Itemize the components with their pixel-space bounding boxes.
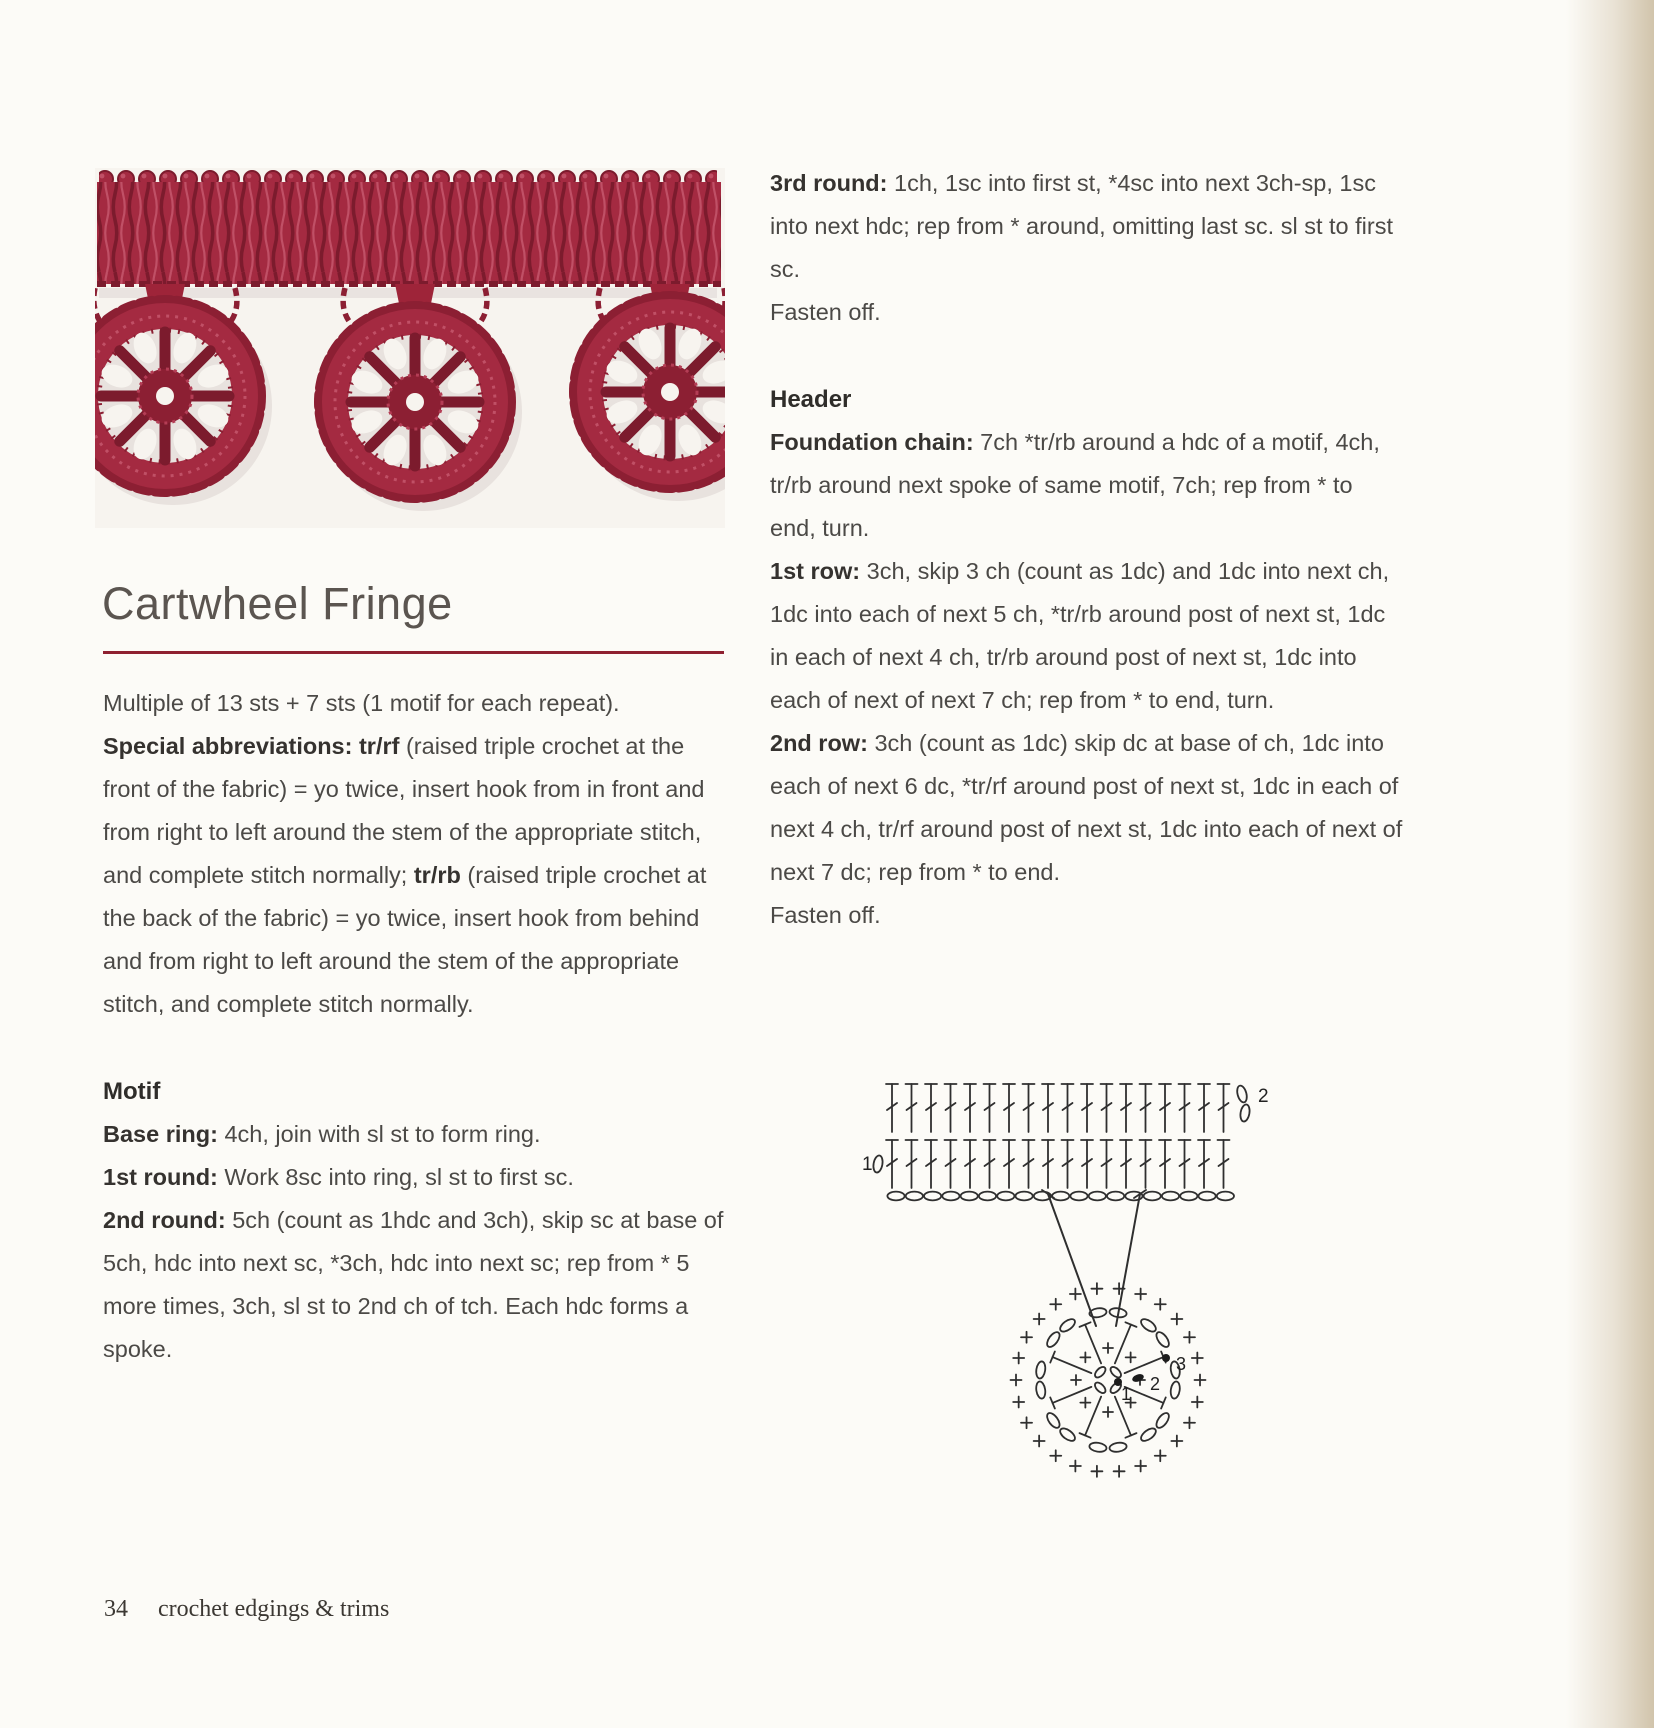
abbr-term-2: tr/rb [413,862,461,888]
title-rule [103,651,724,654]
book-title: crochet edgings & trims [158,1596,390,1622]
motif-step-round-1: 1st round: Work 8sc into ring, sl st to first sc. [103,1164,574,1190]
intro-paragraph: Multiple of 13 sts + 7 sts (1 motif for each repeat). [103,690,620,716]
motif-step-base-ring: Base ring: 4ch, join with sl st to form ring. [103,1121,541,1147]
diagram-motif-round3-number: 3 [1176,1354,1187,1374]
header-foundation-chain: Foundation chain: 7ch *tr/rb around a hdc of a motif, 4ch, tr/rb around next spoke of same motif, 7ch; rep from * to end, turn. [770,429,1380,541]
page-number: 34 [104,1596,128,1622]
left-column [103,682,737,1371]
diagram-motif-round2-number: 2 [1150,1374,1161,1394]
header-row-2: 2nd row: 3ch (count as 1dc) skip dc at base of ch, 1dc into each of next 6 dc, *tr/rf around post of next st, 1dc in each of next 4 ch, tr/rf around post of next st, 1dc into each of next of next 7 dc; rep from * to end. [770,730,1403,885]
pattern-title: Cartwheel Fringe [102,578,453,629]
special-abbreviations [103,725,737,1026]
right-column [770,162,1404,937]
fasten-off-header: Fasten off. [770,902,881,928]
diagram-row1-number: 1 [862,1154,873,1175]
motif-step-round-3: 3rd round: 1ch, 1sc into first st, *4sc into next 3ch-sp, 1sc into next hdc; rep from * around, omitting last sc. sl st to first sc. [770,170,1394,282]
diagram-motif-round1-number: 1 [1121,1384,1132,1404]
header-heading: Header [770,386,852,413]
motif-heading: Motif [103,1078,161,1105]
crochet-band [97,182,721,284]
swatch-image [95,168,725,528]
page-footer [104,1596,389,1623]
stitch-diagram-svg [858,1068,1338,1548]
page-edge-shading [1566,0,1654,1728]
diagram-row2-number: 2 [1258,1086,1269,1107]
swatch-photo [95,168,725,528]
motif-step-round-2: 2nd round: 5ch (count as 1hdc and 3ch), skip sc at base of 5ch, hdc into next sc, *3ch, hdc into next sc; rep from * 5 more times, 3ch, sl st to 2nd ch of tch. Each hdc forms a spoke. [103,1207,724,1362]
header-row-1: 1st row: 3ch, skip 3 ch (count as 1dc) and 1dc into next ch, 1dc into each of next 5 ch, *tr/rb around post of next st, 1dc in each of next 4 ch, tr/rb around post of next st, 1dc into each of next of next 7 ch; rep from * to end, turn. [770,558,1390,713]
abbr-label: Special abbreviations: tr/rf [103,733,400,759]
abbr-text-2: (raised triple crochet at the back of the fabric) = yo twice, insert hook from behind and from right to left around the stem of the appropriate stitch, and complete stitch normally. [103,862,707,1017]
stitch-symbols [872,1084,1251,1477]
stitch-diagram [858,1068,1338,1548]
abbr-text-1: (raised triple crochet at the front of the fabric) = yo twice, insert hook from in front and from right to left around the stem of the appropriate stitch, and complete stitch normally; [103,733,705,888]
fasten-off-motif: Fasten off. [770,299,881,325]
